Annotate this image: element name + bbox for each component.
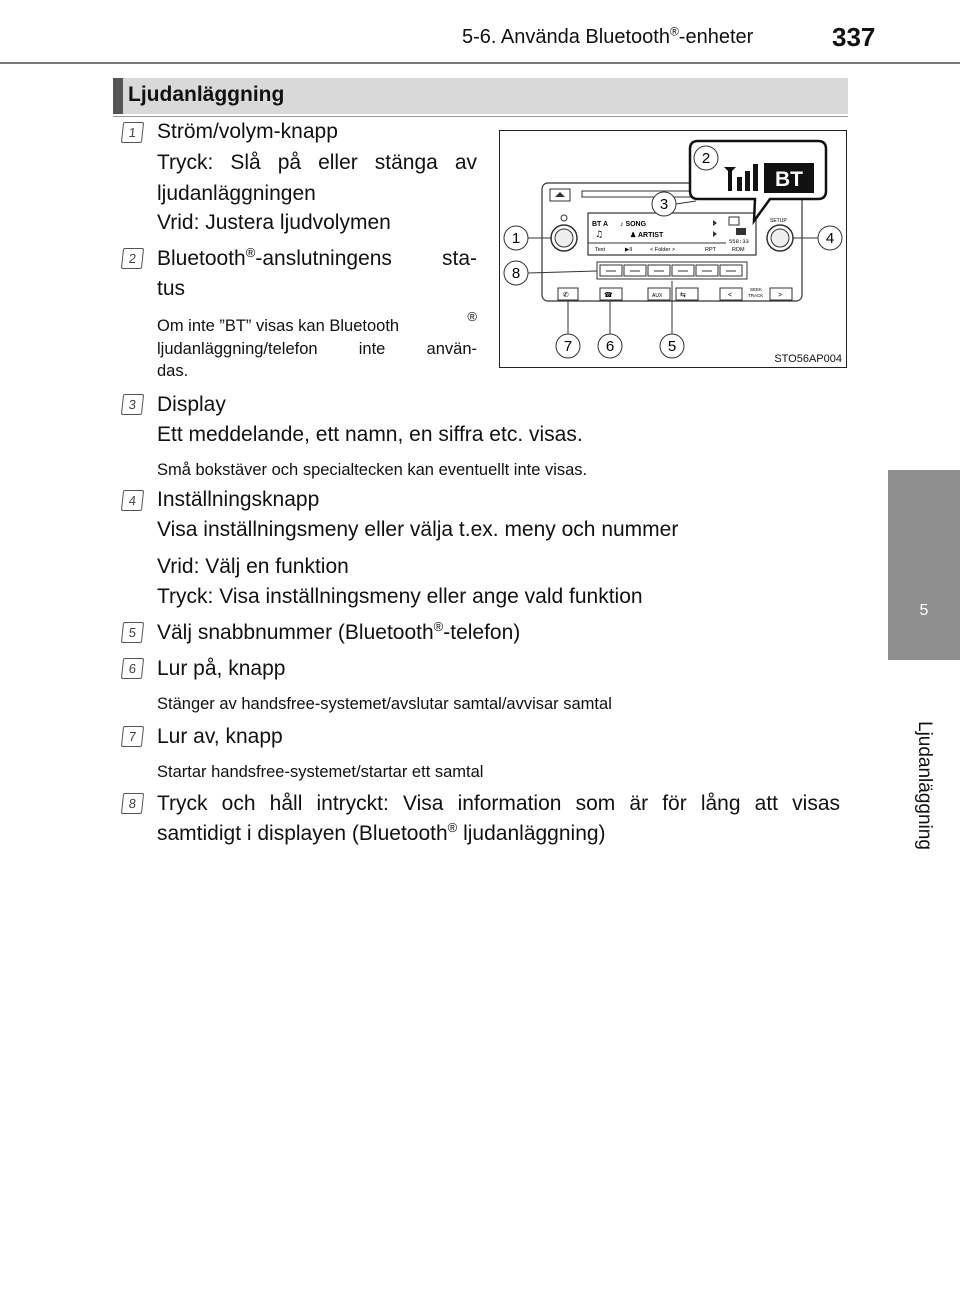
running-header (462, 26, 753, 49)
item-number-8: 8 (121, 793, 144, 814)
item-8-line-2 (157, 819, 606, 849)
item-number-3: 3 (121, 394, 144, 415)
phone-on-hook-icon: ☎ (604, 291, 613, 299)
item-8-suffix: ljudanläggning) (457, 822, 606, 845)
item-2-title-part1 (157, 244, 392, 274)
header-title-suffix: -enheter (678, 26, 754, 48)
seek-label: SEEK (750, 287, 763, 292)
music-note-icon: ♫ (595, 230, 604, 240)
item-2-note-line-2: ljudanläggning/telefon inte använ- (157, 340, 477, 358)
setup-knob-inner (771, 229, 789, 247)
item-5-suffix: -telefon) (443, 621, 521, 644)
callout-6: 6 (605, 338, 615, 355)
item-2-connection: -anslutningens (255, 247, 392, 270)
item-3-line-2: Ett meddelande, ett namn, en siffra etc. visas. (157, 423, 583, 446)
item-number-5: 5 (121, 622, 144, 643)
item-number-1: 1 (121, 122, 144, 143)
header-divider (0, 62, 960, 64)
display-source: BT A (592, 221, 609, 228)
item-number-2: 2 (121, 248, 144, 269)
chapter-tab-label: Ljudanläggning (914, 721, 935, 850)
item-number-4: 4 (121, 490, 144, 511)
callout-7: 7 (563, 338, 573, 355)
callout-2: 2 (701, 150, 711, 167)
item-1-line-2: Tryck: Slå på eller stänga av (157, 151, 477, 174)
display-artist: ♟ ARTIST (630, 232, 664, 239)
item-8-line-1: Tryck och håll intryckt: Visa information som är för lång att visas (157, 792, 840, 815)
display-rdm-label: RDM (732, 247, 745, 253)
callout-4: 4 (825, 230, 835, 247)
display-text-label: Text (595, 247, 606, 253)
chapter-number: 5 (919, 602, 929, 619)
display-play-label: ▶II (625, 247, 633, 253)
item-2-bluetooth: Bluetooth (157, 247, 246, 270)
callout-3: 3 (659, 196, 669, 213)
item-3-note: Små bokstäver och specialtecken kan eventuellt inte visas. (157, 461, 588, 479)
callout-1: 1 (511, 230, 521, 247)
header-title-text: 5-6. Använda Bluetooth (462, 26, 670, 48)
item-4-title: Inställningsknapp (157, 488, 320, 511)
item-8-registered-mark: ® (447, 820, 458, 835)
audio-unit-figure (499, 130, 847, 368)
aux-label: AUX (652, 293, 663, 299)
item-1-title: Ström/volym-knapp (157, 120, 338, 143)
callout-5: 5 (667, 338, 677, 355)
item-2-note-line-3: das. (157, 362, 189, 380)
display-rpt-label: RPT (705, 247, 716, 253)
item-2-note-text: Om inte ”BT” visas kan Bluetooth (157, 317, 400, 335)
item-7-title: Lur av, knapp (157, 725, 283, 748)
display-song: ♪ SONG (620, 221, 647, 228)
header-registered-mark: ® (669, 24, 679, 39)
item-2-note-registered: ® (467, 309, 477, 324)
item-2-hyphen-part: sta- (441, 247, 477, 270)
chevron-right-icon: > (778, 292, 783, 299)
item-8-text: samtidigt i displayen (Bluetooth (157, 822, 448, 845)
audio-unit-illustration (500, 131, 845, 366)
item-7-note: Startar handsfree-systemet/startar ett samtal (157, 763, 484, 781)
callout-8: 8 (511, 265, 521, 282)
display-folder-label: < Folder > (650, 247, 676, 253)
item-3-title: Display (157, 393, 226, 416)
item-5-text: Välj snabbnummer (Bluetooth (157, 621, 434, 644)
chevron-left-icon: < (728, 292, 733, 299)
item-2-title (157, 244, 477, 274)
item-5-title (157, 618, 520, 648)
item-2-note-line-1 (157, 309, 477, 336)
item-2-registered-mark: ® (245, 245, 256, 260)
setup-label: SETUP (770, 218, 787, 224)
figure-code: STO56AP004 (774, 353, 842, 365)
item-4-line-3: Vrid: Välj en funktion (157, 555, 349, 578)
item-5-registered-mark: ® (433, 619, 444, 634)
power-knob-inner (555, 229, 573, 247)
track-label: TRACK (748, 293, 764, 298)
section-title: Ljudanläggning (128, 83, 285, 106)
page-number: 337 (832, 22, 876, 52)
item-6-title: Lur på, knapp (157, 657, 286, 680)
item-1-line-3: ljudanläggningen (157, 182, 316, 205)
item-1-line-4: Vrid: Justera ljudvolymen (157, 211, 391, 234)
display-bt-icon (736, 228, 746, 235)
usb-icon: ⇆ (680, 291, 686, 299)
item-2-line-2: tus (157, 277, 186, 300)
item-6-note: Stänger av handsfree-systemet/avslutar samtal/avvisar samtal (157, 695, 612, 713)
item-number-6: 6 (121, 658, 144, 679)
phone-off-hook-icon: ✆ (563, 291, 569, 299)
chapter-tab (888, 470, 960, 660)
bt-badge-text: BT (775, 168, 803, 191)
item-4-line-2: Visa inställningsmeny eller välja t.ex. meny och nummer (157, 518, 679, 541)
item-4-line-4: Tryck: Visa inställningsmeny eller ange vald funktion (157, 585, 643, 608)
item-number-7: 7 (121, 726, 144, 747)
display-time: 558:33 (729, 238, 749, 245)
